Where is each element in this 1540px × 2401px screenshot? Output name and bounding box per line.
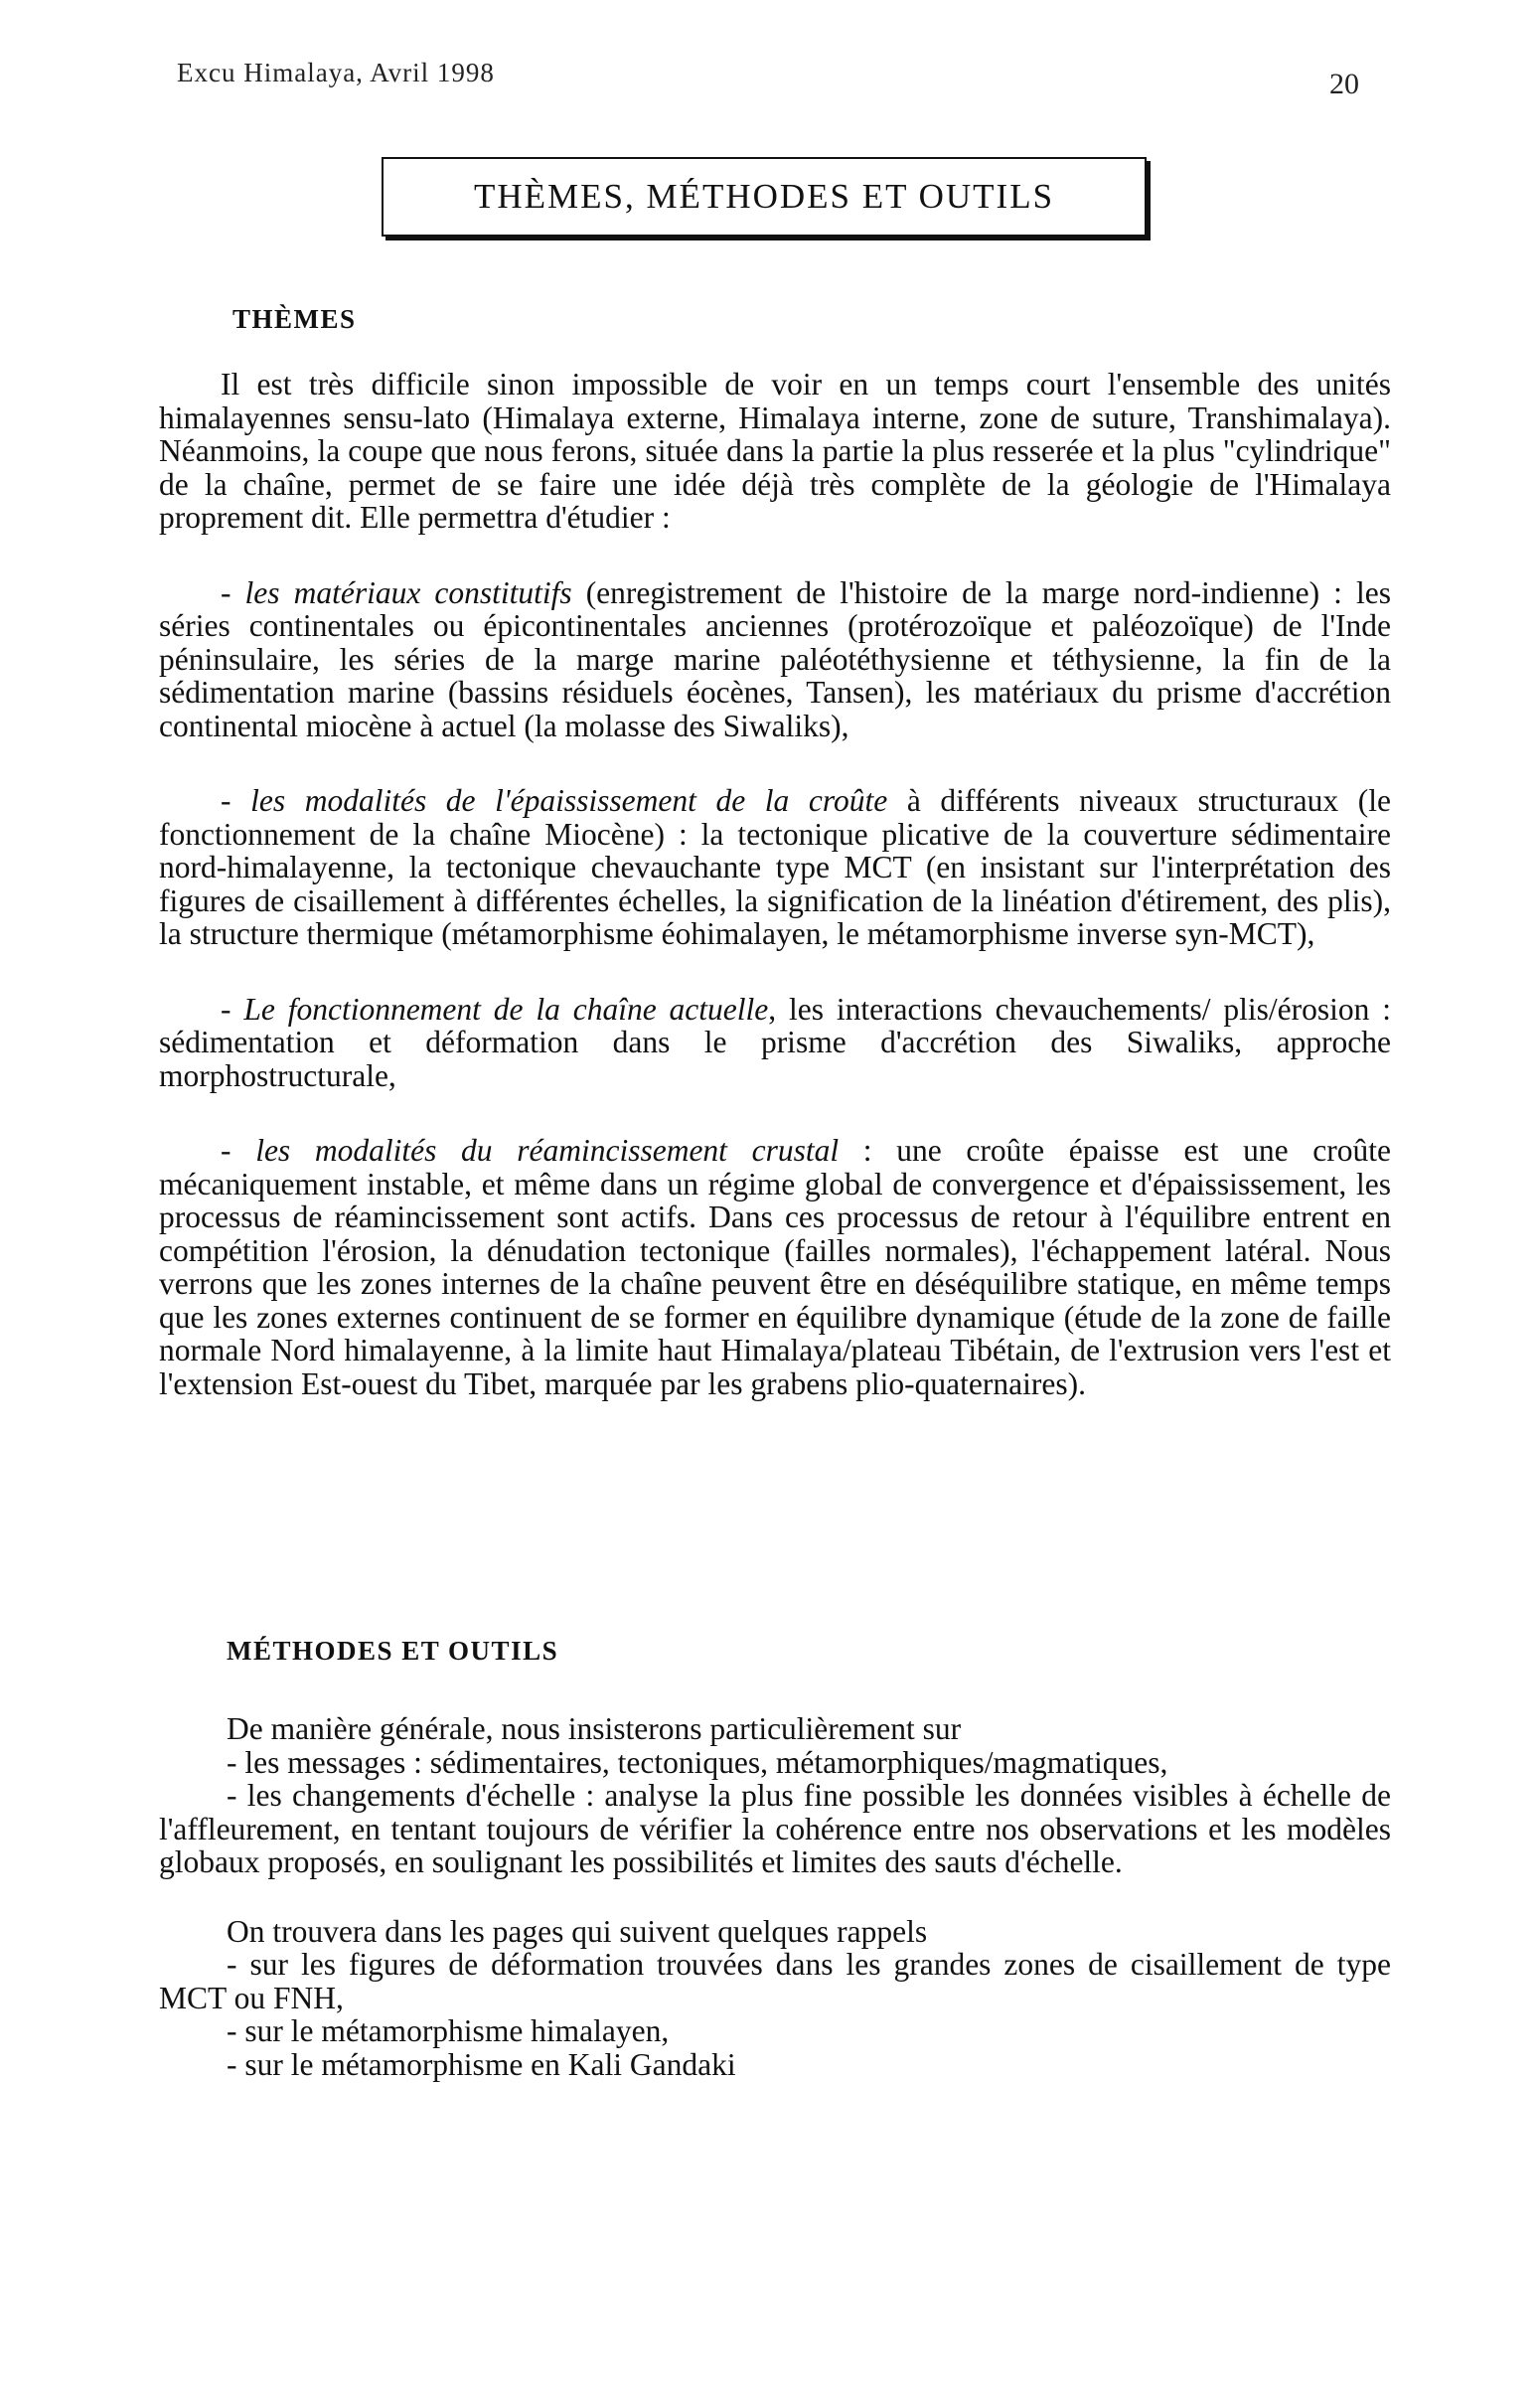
list-dash: - xyxy=(221,574,245,610)
theme-term: les matériaux constitutifs xyxy=(244,574,572,610)
reminder-intro: On trouvera dans les pages qui suivent quelques rappels xyxy=(227,1913,928,1949)
theme-text: à différents niveaux structuraux (le fonctionnement de la chaîne Miocène) : la tectonique plicative de la couverture sédimentaire nord-himalayenne, la tectonique chevauchante type MCT (en insistant sur l'interprétation des figures de cisaillement à différentes échelles, la signification de la linéation d'étirement, des plis), la structure thermique (métamorphisme éohimalayen, le métamorphisme inverse syn-MCT), xyxy=(159,783,1391,951)
theme-term: les modalités du réamincissement crustal xyxy=(255,1133,840,1168)
title-box xyxy=(382,157,1147,237)
page-title: THÈMES, MÉTHODES ET OUTILS xyxy=(473,177,1055,216)
theme-text: , les interactions chevauchements/ plis/érosion : sédimentation et déformation dans le prisme d'accrétion des Siwaliks, approche morphostructurale, xyxy=(159,991,1391,1093)
theme-term: les modalités de l'épaississement de la croûte xyxy=(250,783,888,818)
reminder-item-1: - sur les figures de déformation trouvées dans les grandes zones de cisaillement de type MCT ou FNH, xyxy=(159,1947,1391,2015)
list-dash: - xyxy=(221,991,244,1027)
methods-line-messages: - les messages : sédimentaires, tectoniques, métamorphiques/magmatiques, xyxy=(227,1744,1168,1780)
theme-text: (enregistrement de l'histoire de la marge nord-indienne) : les séries continentales ou épicontinentales anciennes (protérozoïque et paléozoïque) de l'Inde péninsulaire, les séries de la marge marine paléotéthysienne et téthysienne, la fin de la sédimentation marine (bassins résiduels éocènes, Tansen), les matériaux du prisme d'accrétion continental miocène à actuel (la molasse des Siwaliks), xyxy=(159,574,1391,743)
methods-line-scales: - les changements d'échelle : analyse la plus fine possible les données visibles à échelle de l'affleurement, en tentant toujours de vérifier la cohérence entre nos observations et les modèles globaux proposés, en soulignant les possibilités et limites des sauts d'échelle. xyxy=(159,1778,1391,1879)
page-number: 20 xyxy=(1329,68,1359,100)
themes-section xyxy=(159,368,1391,1400)
theme-item-2 xyxy=(159,784,1391,951)
reminder-item-2: - sur le métamorphisme himalayen, xyxy=(227,2013,670,2048)
list-dash: - xyxy=(221,783,251,818)
theme-text: : une croûte épaisse est une croûte mécaniquement instable, et même dans un régime global de convergence et d'épaississement, les processus de réamincissement sont actifs. Dans ces processus de retour à l'équilibre entrent en compétition l'érosion, la dénudation tectonique (failles normales), l'échappement latéral. Nous verrons que les zones internes de la chaîne peuvent être en déséquilibre statique, en même temps que les zones externes continuent de se former en équilibre dynamique (étude de la zone de faille normale Nord himalayenne, à la limite haut Himalaya/plateau Tibétain, de l'extrusion vers l'est et l'extension Est-ouest du Tibet, marquée par les grabens plio-quaternaires). xyxy=(159,1133,1391,1401)
theme-item-1 xyxy=(159,576,1391,743)
spacer xyxy=(159,1879,1391,1915)
themes-heading: THÈMES xyxy=(232,304,357,334)
list-dash: - xyxy=(221,1133,256,1168)
methods-intro: De manière générale, nous insisterons particulièrement sur xyxy=(227,1711,962,1746)
theme-item-3 xyxy=(159,993,1391,1093)
theme-term: Le fonctionnement de la chaîne actuelle xyxy=(243,991,769,1027)
reminder-item-3: - sur le métamorphisme en Kali Gandaki xyxy=(227,2046,736,2082)
theme-item-4 xyxy=(159,1134,1391,1400)
running-header: Excu Himalaya, Avril 1998 xyxy=(177,58,495,87)
methods-section xyxy=(159,1712,1391,2081)
methods-heading: MÉTHODES ET OUTILS xyxy=(227,1636,559,1666)
themes-intro: Il est très difficile sinon impossible de voir en un temps court l'ensemble des unités himalayennes sensu-lato (Himalaya externe, Himalaya interne, zone de suture, Transhimalaya). Néanmoins, la coupe que nous ferons, située dans la partie la plus resserée et la plus "cylindrique" de la chaîne, permet de se faire une idée déjà très complète de la géologie de l'Himalaya proprement dit. Elle permettra d'étudier : xyxy=(159,367,1391,535)
